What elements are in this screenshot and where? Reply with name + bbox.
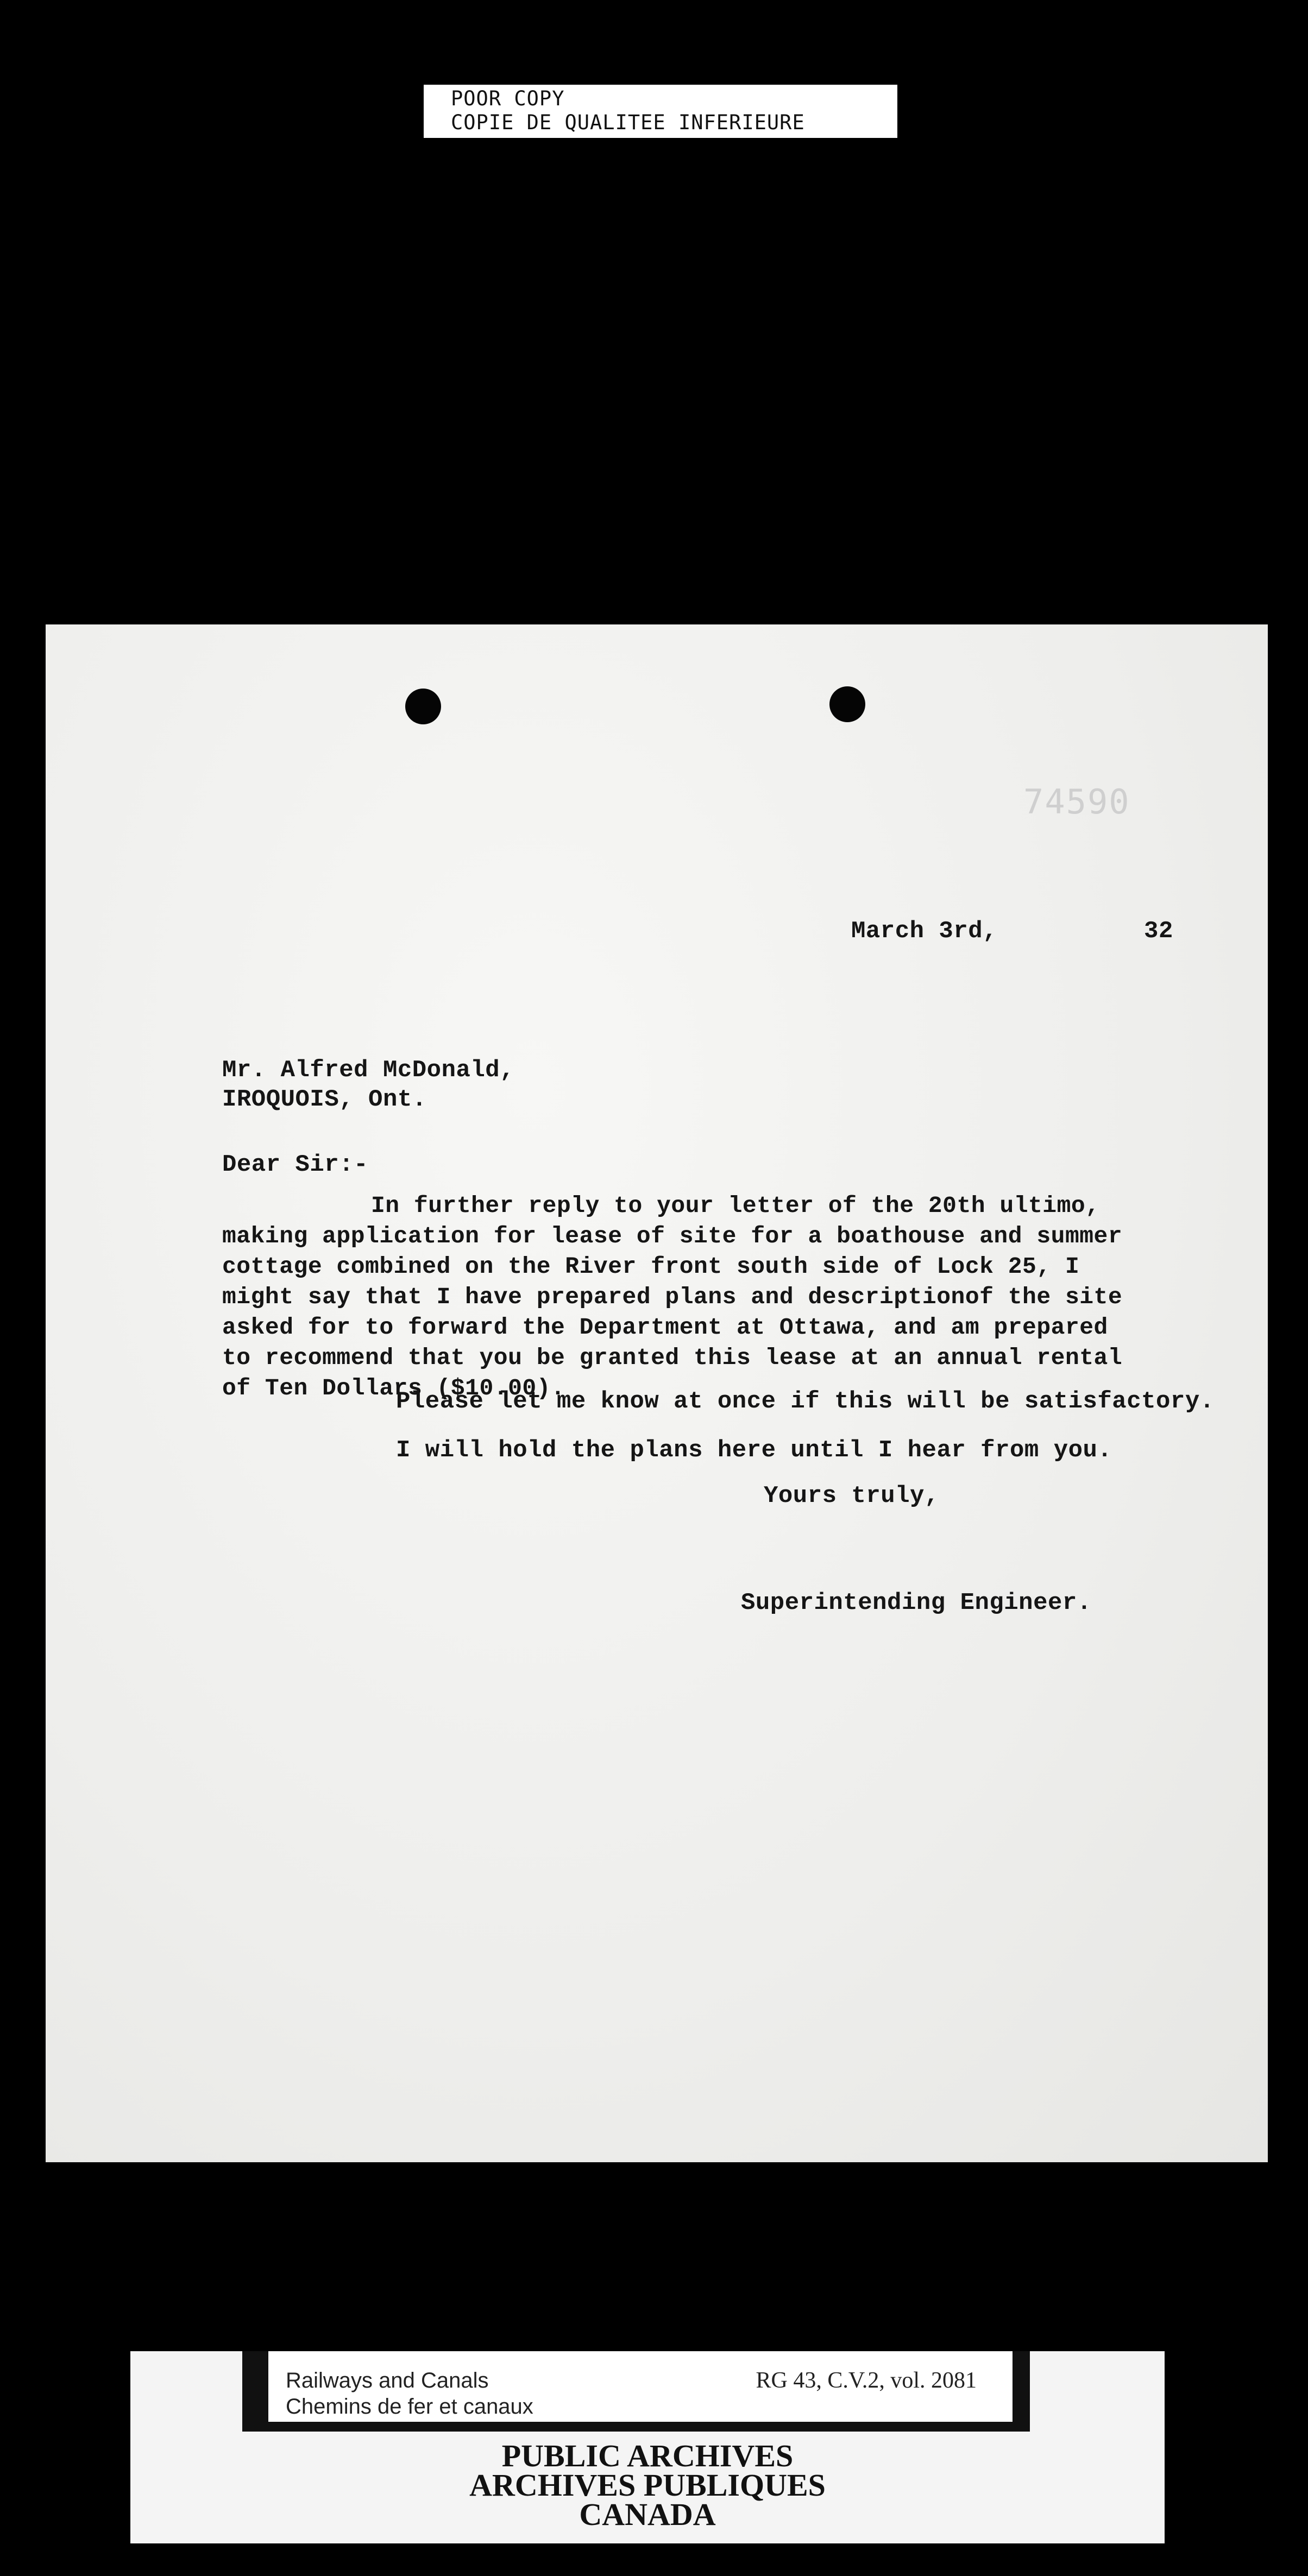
poor-copy-line-fr: COPIE DE QUALITEE INFERIEURE (451, 111, 805, 134)
body-paragraph-3: I will hold the plans here until I hear from you. (396, 1437, 1112, 1464)
poor-copy-banner (424, 85, 897, 138)
body-line: making application for lease of site for a boathouse and summer (222, 1223, 1123, 1249)
poor-copy-line-en: POOR COPY (451, 87, 565, 110)
archive-reference-box (268, 2351, 1013, 2422)
fonds-name-fr: Chemins de fer et canaux (286, 2395, 533, 2419)
closing: Yours truly, (764, 1482, 939, 1510)
date-day: March 3rd, (851, 918, 998, 945)
date-year: 32 (1144, 918, 1173, 945)
body-paragraph-2: Please let me know at once if this will be satisfactory. (396, 1388, 1215, 1415)
fonds-name (286, 2367, 533, 2420)
fonds-name-en: Railways and Canals (286, 2369, 489, 2392)
recipient-place: IROQUOIS, Ont. (222, 1086, 427, 1113)
punch-hole-left (405, 689, 441, 724)
body-line: In further reply to your letter of the 20th ultimo, (371, 1192, 1100, 1219)
archive-title-en: PUBLIC ARCHIVES (501, 2438, 794, 2473)
recipient-name: Mr. Alfred McDonald, (222, 1057, 515, 1084)
signature-title: Superintending Engineer. (741, 1589, 1092, 1617)
archive-title-country: CANADA (579, 2497, 716, 2532)
salutation: Dear Sir:- (222, 1151, 369, 1178)
file-number-stamp: 74590 (1023, 782, 1130, 822)
letter-page (46, 624, 1268, 2162)
body-line: cottage combined on the River front south side of Lock 25, I (222, 1253, 1080, 1280)
body-paragraph-1 (222, 1191, 1122, 1404)
body-line: to recommend that you be granted this lease at an annual rental (222, 1344, 1123, 1371)
body-line: asked for to forward the Department at Ottawa, and am prepared (222, 1314, 1108, 1341)
body-line: of Ten Dollars ($10.00). (222, 1375, 565, 1401)
archive-reference: RG 43, C.V.2, vol. 2081 (756, 2368, 977, 2393)
archive-label-panel (130, 2351, 1165, 2543)
punch-hole-right (829, 686, 865, 722)
letter-date (851, 918, 1173, 945)
archive-institution (130, 2438, 1165, 2532)
archive-title-fr: ARCHIVES PUBLIQUES (469, 2467, 826, 2503)
body-line: might say that I have prepared plans and descriptionof the site (222, 1284, 1123, 1310)
